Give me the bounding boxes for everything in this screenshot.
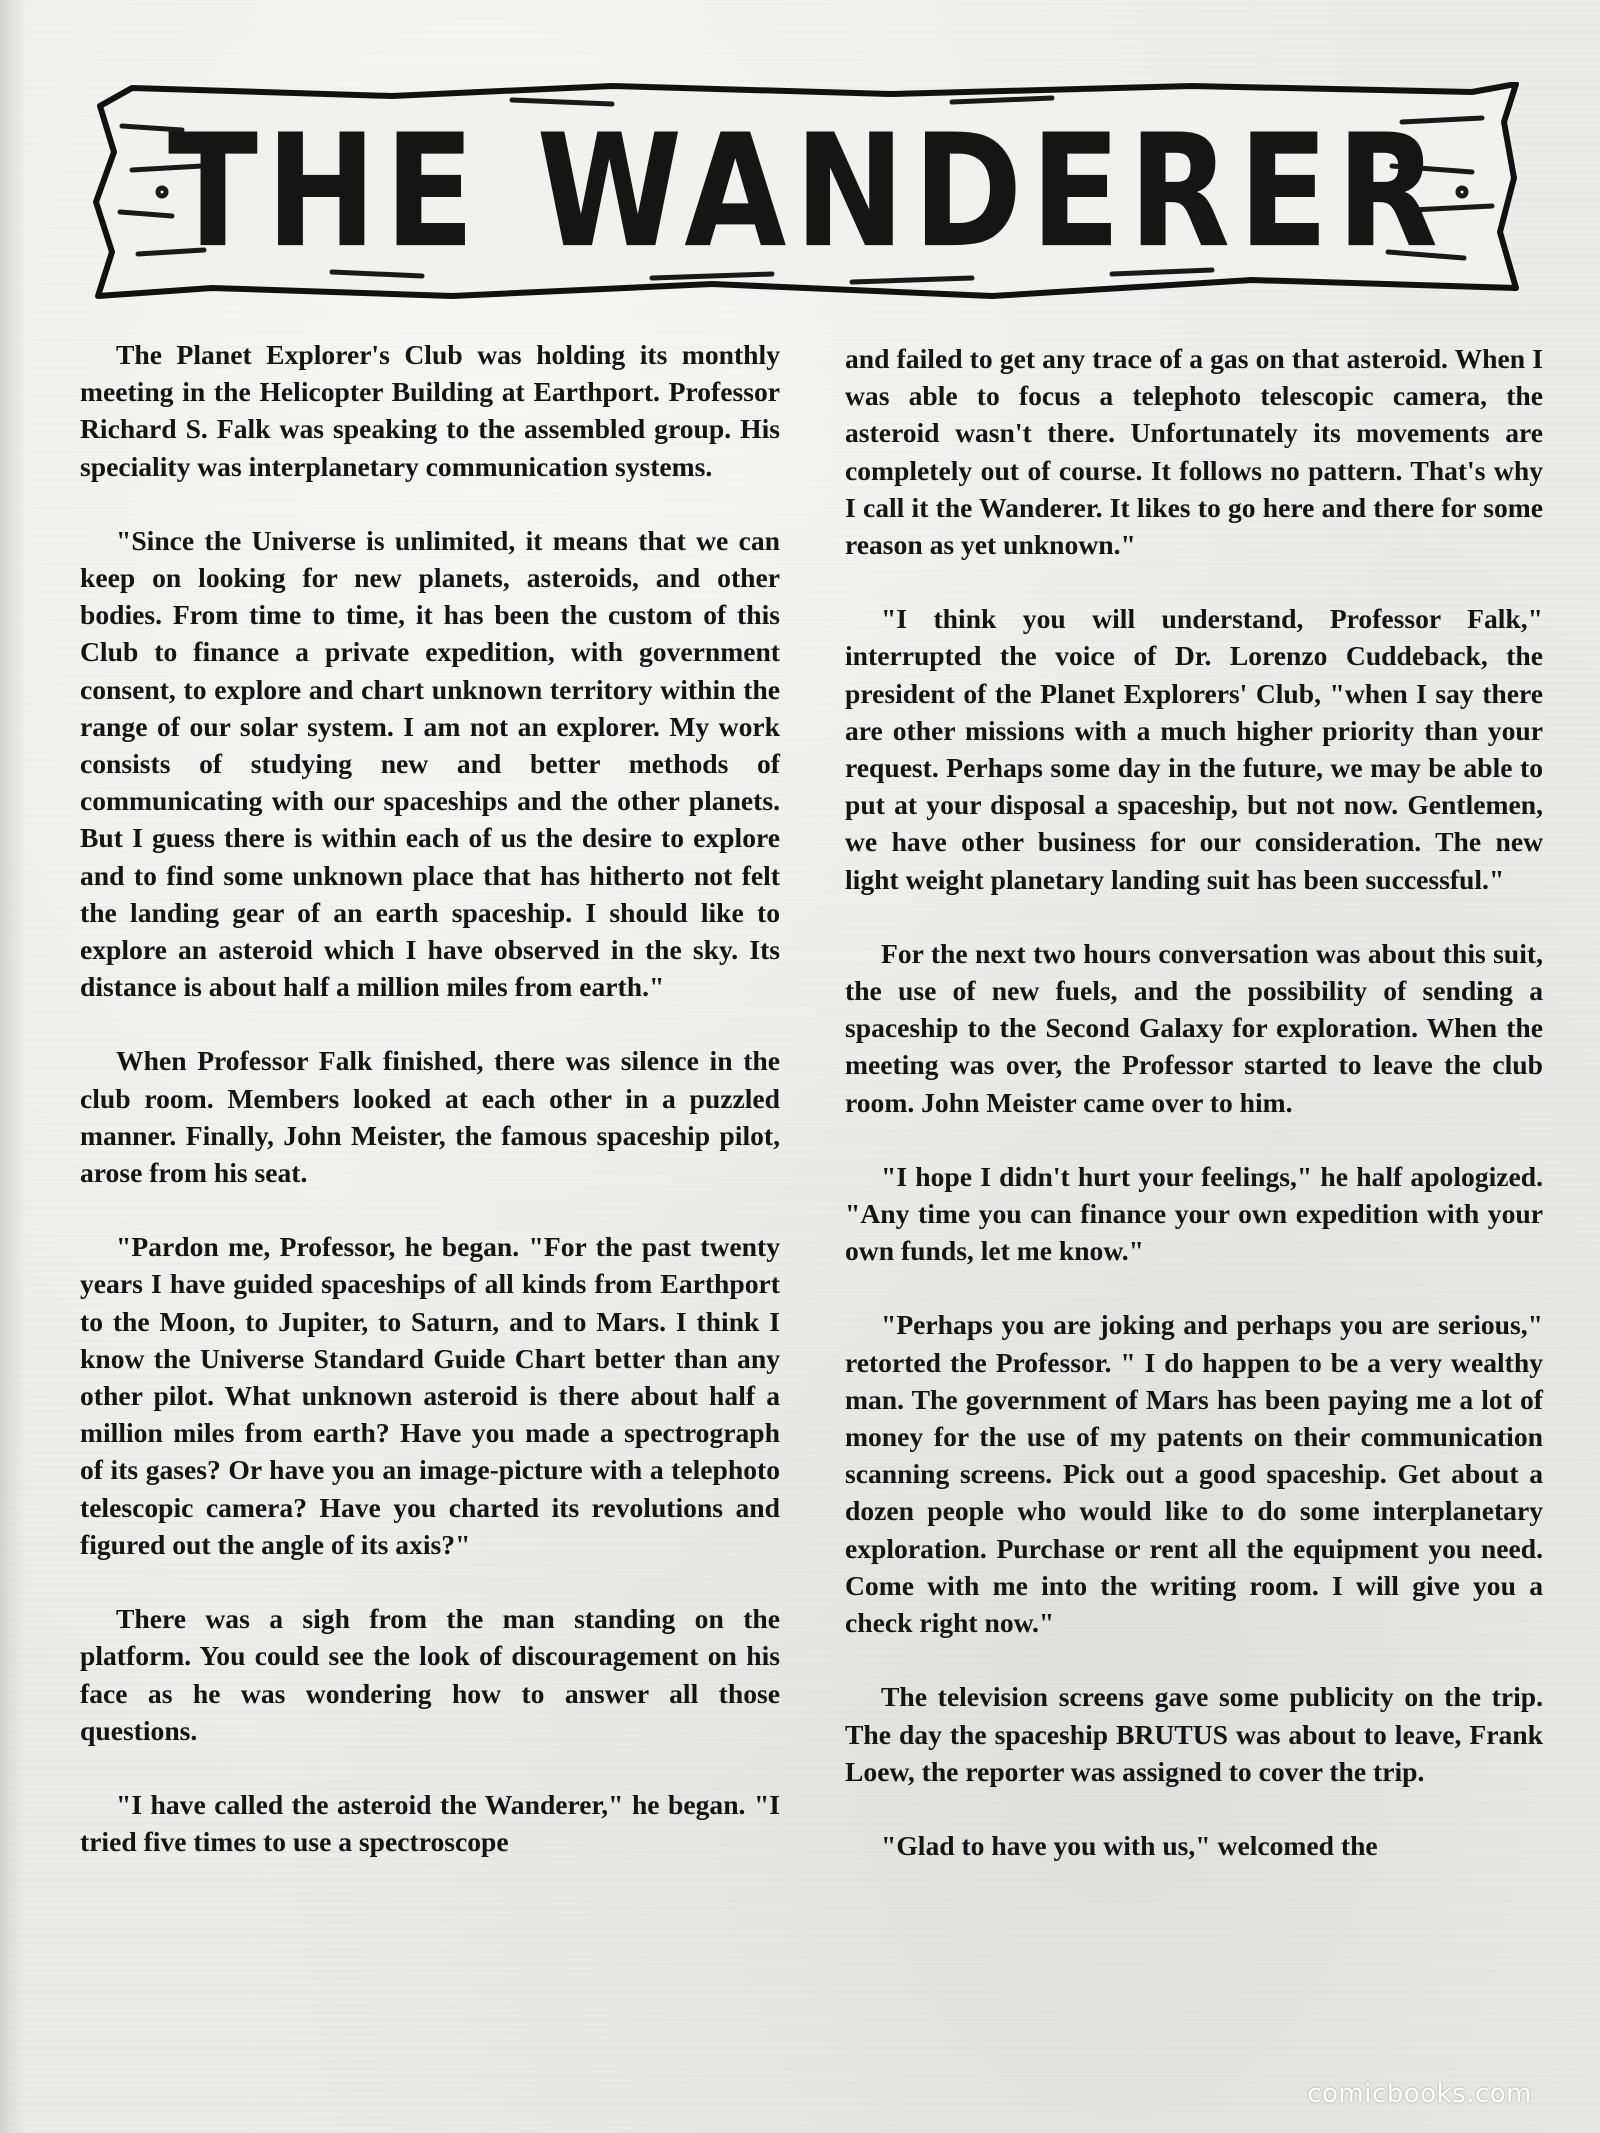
paragraph: "I hope I didn't hurt your feelings," he half apologized. "Any time you can finance your own expedition with your own funds, let me know."	[845, 1160, 1543, 1267]
paragraph: The television screens gave some publicity on the trip. The day the spaceship BRUTUS was about to leave, Frank Loew, the reporter was assigned to cover the trip.	[845, 1681, 1543, 1787]
paragraph: and failed to get any trace of a gas on that asteroid. When I was able to focus a telephoto telescopic camera, the asteroid wasn't there. Unfortunately its movements are completely out of course. It follows no pattern. That's why I call it the Wanderer. It likes to go here and there for some reason as yet unknown."	[845, 343, 1543, 561]
page-edge-shadow	[0, 0, 26, 2133]
paragraph: "Perhaps you are joking and perhaps you are serious," retorted the Professor. " I do happen to be a very wealthy man. The government of Mars has been paying me a lot of money for the use of my patents on their communication scanning screens. Pick out a good spaceship. Get about a dozen people who would like to do some interplanetary exploration. Purchase or rent all the equipment you need. Come with me into the writing room. I will give you a check right now."	[845, 1309, 1543, 1639]
paragraph: "Pardon me, Professor, he began. "For the past twenty years I have guided spaceships of all kinds from Earthport to the Moon, to Jupiter, to Saturn, and to Mars. I think I know the Universe Standard Guide Chart better than any other pilot. What unknown asteroid is there about half a million miles from earth? Have you made a spectrograph of its gases? Or have you an image-picture with a telephoto telescopic camera? Have you charted its revolutions and figured out the angle of its axis?"	[80, 1231, 780, 1560]
paragraph: "I have called the asteroid the Wanderer," he began. "I tried five times to use a spectroscope	[80, 1788, 780, 1858]
paragraph: When Professor Falk finished, there was silence in the club room. Members looked at each other in a puzzled manner. Finally, John Meister, the famous spaceship pilot, arose from his seat.	[80, 1045, 780, 1189]
title-plank-banner	[92, 82, 1522, 302]
paragraph: "I think you will understand, Professor Falk," interrupted the voice of Dr. Lorenzo Cuddeback, the president of the Planet Explorers' Club, "when I say there are other missions with a much higher priority than your request. Perhaps some day in the future, we may be able to put at your disposal a spaceship, but not now. Gentlemen, we have other business for our consideration. The new light weight planetary landing suit has been successful."	[845, 603, 1543, 895]
paragraph: "Since the Universe is unlimited, it means that we can keep on looking for new planets, asteroids, and other bodies. From time to time, it has been the custom of this Club to finance a private expedition, with government consent, to explore and chart unknown territory within the range of our solar system. I am not an explorer. My work consists of studying new and better methods of communicating with our spaceships and the other planets. But I guess there is within each of us the desire to explore and to find some unknown place that has hitherto not felt the landing gear of an earth spaceship. I should like to explore an asteroid which I have observed in the sky. Its distance is about half a million miles from earth."	[80, 524, 780, 1003]
paragraph: "Glad to have you with us," welcomed the	[881, 1829, 1378, 1861]
page-title: THE WANDERER	[167, 101, 1447, 283]
left-text-column	[80, 336, 780, 1897]
paragraph: There was a sigh from the man standing on the platform. You could see the look of discouragement on his face as he was wondering how to answer all those questions.	[80, 1603, 780, 1746]
paragraph: The Planet Explorer's Club was holding its monthly meeting in the Helicopter Building at Earthport. Professor Richard S. Falk was speaking to the assembled group. His speciality was interplanetary communication systems.	[80, 339, 780, 482]
right-text-column	[845, 340, 1543, 1901]
paragraph: For the next two hours conversation was about this suit, the use of new fuels, and the possibility of sending a spaceship to the Second Galaxy for exploration. When the meeting was over, the Professor started to leave the club room. John Meister came over to him.	[845, 937, 1543, 1118]
watermark-text: comicbooks.com	[1307, 2079, 1532, 2109]
